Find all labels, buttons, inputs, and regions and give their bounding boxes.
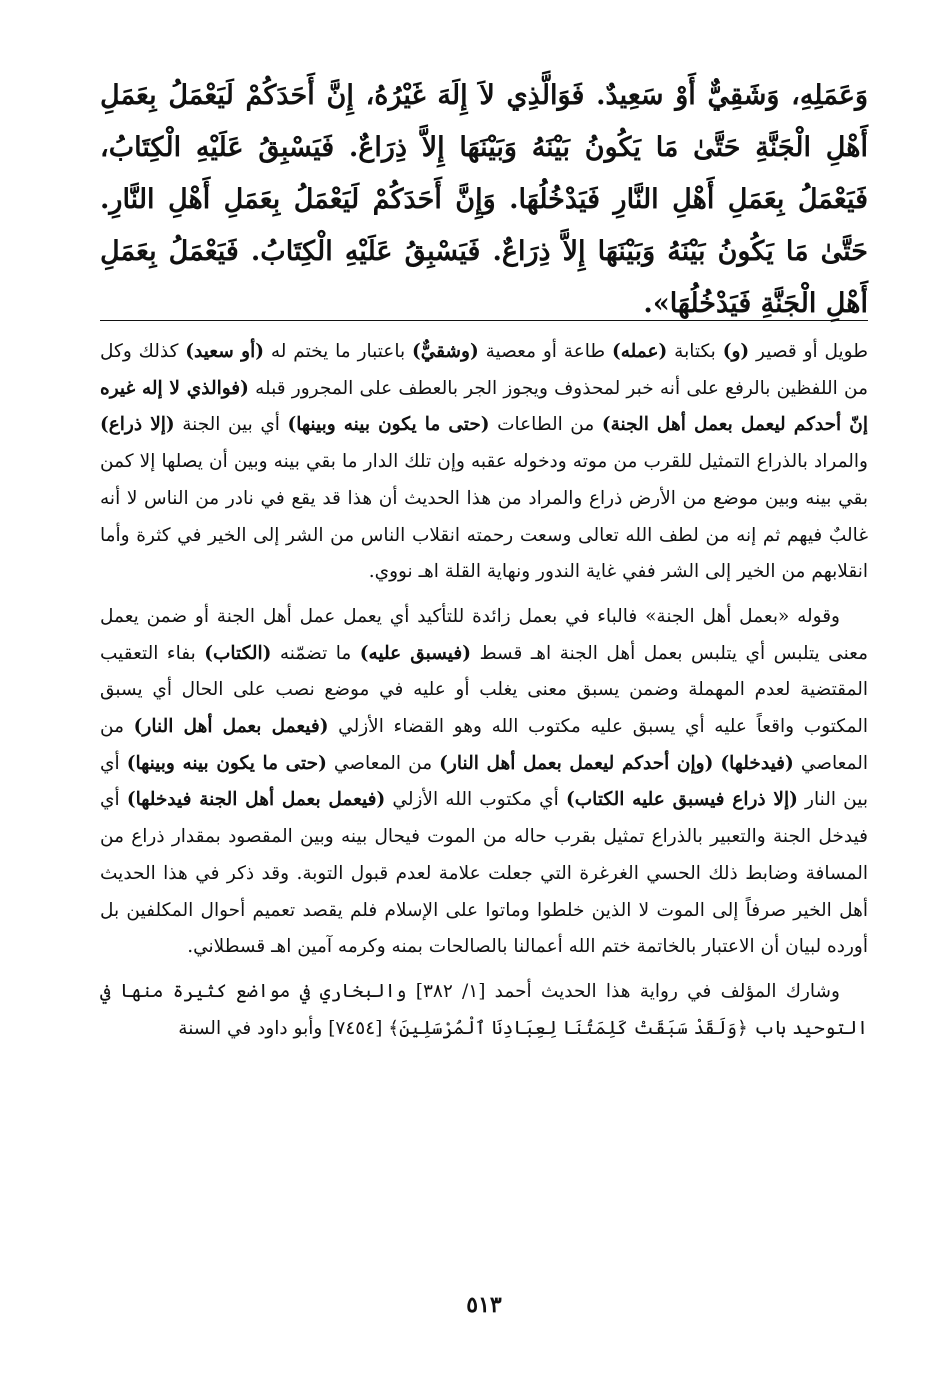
text-segment: وقوله «بعمل أهل الجنة» فالباء في بعمل زائدة للتأكيد أي يعمل عمل أهل الجنة أو ضمن يعمل معنى يتلبس أي يتلبس بعمل أهل الجنة اهـ قسط (100, 605, 869, 664)
page-number: ٥١٣ (466, 1292, 502, 1318)
text-segment: أي مكتوب الله الأزلي (385, 789, 567, 811)
bold-quote-segment: (فوالذي لا إله غيره إنّ أحدكم ليعمل بعمل أهل الجنة) (100, 377, 869, 436)
text-segment: أي فيدخل الجنة والتعبير بالذراع تمثيل بقرب حاله من الموت فيحال بينه وبين المقصود بمقدار ذراع من المسافة وضابط ذلك الحسي الغرغرة التي جعلت علامة لعدم قبول التوبة. وقد ذكر في هذا الحديث أهل الخير صرفاً إلى الموت لا الذين خلطوا وماتوا على الإسلام فلم يقصد تعميم أحوال المكلفين بل أورده لبيان أن الاعتبار بالخاتمة ختم الله أعمالنا بالصالحات بمنه وكرمه آمين اهـ قسطلاني. (100, 789, 868, 958)
text-segment: أي بين النار (100, 752, 868, 811)
text-segment: بفاء التعقيب المقتضية لعدم المهملة وضمن يسبق معنى يغلب أو عليه في موضع نصب على الحال أي يسبق المكتوب واقعاً عليه أي يسبق عليه مكتوب الله وهو القضاء الأزلي (100, 642, 869, 738)
commentary-paragraph-2 (100, 599, 868, 966)
bold-quote-segment: (فيعمل بعمل أهل الجنة فيدخلها) (126, 789, 386, 811)
bold-quote-segment: (فيسبق عليه) (359, 642, 471, 664)
text-segment: من المعاصي (100, 716, 868, 774)
text-segment: وشارك المؤلف في رواية هذا الحديث أحمد [١/ ٣٨٢] والبخاري في مواضع كثيرة منها في التوحيد باب ﴿وَلَقَدْ سَبَقَتْ كَلِمَتُنَا لِعِبَادِنَا ٱلْمُرْسَلِينَ﴾ [٧٤٥٤] وأبو داود في السنة (100, 980, 868, 1039)
footnote-divider (100, 320, 868, 321)
bold-quote-segment: (فيدخلها) (720, 752, 794, 774)
book-page (100, 70, 868, 1370)
bold-quote-segment: (فيعمل بعمل أهل النار) (133, 716, 329, 738)
bold-quote-segment: (أو سعيد) (185, 341, 264, 362)
bold-quote-segment: (وإن أحدكم ليعمل بعمل أهل النار) (439, 752, 714, 774)
text-segment: من المعاصي (326, 752, 440, 774)
text-segment: كذلك وكل من اللفظين بالرفع على أنه خبر لمحذوف ويجوز الجر بالعطف على المجرور قبله (100, 341, 868, 399)
bold-quote-segment: (حتى ما يكون بينه وبينها) (126, 752, 327, 774)
bold-quote-segment: (حتى ما يكون بينه وبينها) (287, 414, 490, 436)
commentary (100, 334, 868, 1055)
commentary-paragraph-1 (100, 334, 868, 591)
text-segment: من الطاعات (489, 414, 602, 436)
commentary-paragraph-3 (100, 974, 868, 1047)
text-segment: طويل أو قصير (749, 341, 868, 362)
text-segment: طاعة أو معصية (478, 341, 612, 362)
text-segment: والمراد بالذراع التمثيل للقرب من موته ودخوله عقبه وإن تلك الدار ما بقي بينه وبين أن يصلها إلا كمن بقي بينه وبين موضع من الأرض ذراع والمراد من هذا الحديث أن هذا قد يقع في نادر من الناس لا أنه غالبٌ فيهم ثم إنه من لطف الله تعالى وسعت رحمته انقلاب الناس من الشر إلى الخير في كثرة وأما انقلابهم من الخير إلى الشر ففي غاية الندور ونهاية القلة اهـ نووي. (100, 451, 868, 583)
bold-quote-segment: (عمله) (612, 341, 668, 362)
bold-quote-segment: (إلا ذراع) (100, 414, 175, 436)
text-segment: بكتابة (667, 341, 723, 362)
bold-quote-segment: (إلا ذراع فيسبق عليه الكتاب) (566, 789, 798, 811)
text-segment: أي بين الجنة (174, 414, 288, 436)
bold-quote-segment: (الكتاب) (204, 642, 272, 664)
hadith-text: وَعَمَلِهِ، وَشَقِيٌّ أَوْ سَعِيدٌ. فَوَالَّذِي لاَ إِلَهَ غَيْرُهُ، إِنَّ أَحَدَكُمْ لَيَعْمَلُ بِعَمَلِ أَهْلِ الْجَنَّةِ حَتَّىٰ مَا يَكُونُ بَيْنَهُ وَبَيْنَهَا إِلاَّ ذِرَاعٌ. فَيَسْبِقُ عَلَيْهِ الْكِتَابُ، فَيَعْمَلُ بِعَمَلِ أَهْلِ النَّارِ فَيَدْخُلُهَا. وَإِنَّ أَحَدَكُمْ لَيَعْمَلُ بِعَمَلِ أَهْلِ النَّارِ. حَتَّىٰ مَا يَكُونُ بَيْنَهُ وَبَيْنَهَا إِلاَّ ذِرَاعٌ. فَيَسْبِقُ عَلَيْهِ الْكِتَابُ. فَيَعْمَلُ بِعَمَلِ أَهْلِ الْجَنَّةِ فَيَدْخُلُهَا». (100, 80, 868, 319)
text-segment: ما تضمّنه (271, 642, 360, 664)
bold-quote-segment: (وشقيٌّ) (412, 341, 479, 362)
bold-quote-segment: (و) (722, 341, 750, 362)
text-segment: باعتبار ما يختم له (263, 341, 412, 362)
